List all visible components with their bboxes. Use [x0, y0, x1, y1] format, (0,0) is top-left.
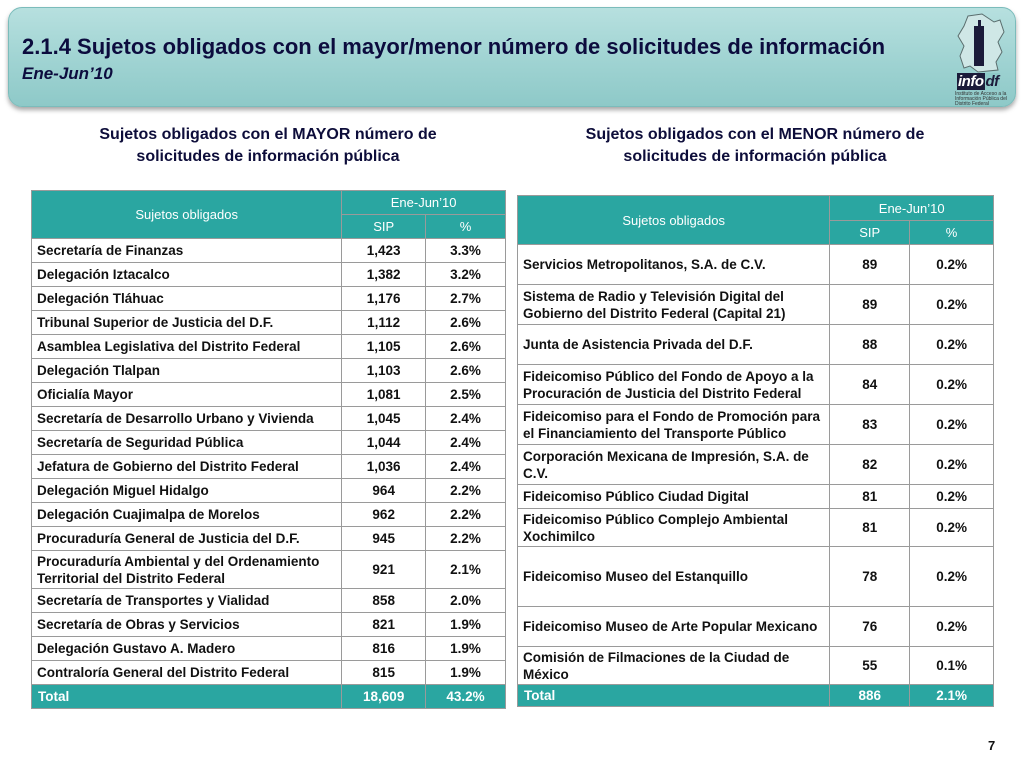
page-subtitle: Ene-Jun’10 — [22, 64, 113, 83]
row-pct-value: 0.2% — [910, 245, 994, 285]
row-pct-value: 0.2% — [910, 547, 994, 607]
table-row — [32, 407, 506, 431]
table-row — [518, 245, 994, 285]
row-sip-value: 81 — [830, 509, 910, 547]
row-sip-value: 1,105 — [342, 335, 426, 359]
total-row — [518, 685, 994, 707]
row-sip-value: 76 — [830, 607, 910, 647]
table-row — [518, 509, 994, 547]
table-row — [518, 485, 994, 509]
row-subject-name: Junta de Asistencia Privada del D.F. — [518, 325, 830, 365]
logo-subtext: Instituto de Acceso a la Información Pública del Distrito Federal — [955, 91, 1007, 107]
total-label: Total — [518, 685, 830, 707]
row-subject-name: Sistema de Radio y Televisión Digital del Gobierno del Distrito Federal (Capital 21) — [518, 285, 830, 325]
row-sip-value: 1,112 — [342, 311, 426, 335]
table-row — [32, 479, 506, 503]
row-subject-name: Oficialía Mayor — [32, 383, 342, 407]
row-subject-name: Fideicomiso para el Fondo de Promoción para el Financiamiento del Transporte Público — [518, 405, 830, 445]
row-pct-value: 0.1% — [910, 647, 994, 685]
table-row — [32, 263, 506, 287]
row-subject-name: Delegación Tláhuac — [32, 287, 342, 311]
row-subject-name: Corporación Mexicana de Impresión, S.A. de C.V. — [518, 445, 830, 485]
row-subject-name: Delegación Iztacalco — [32, 263, 342, 287]
table-row — [32, 503, 506, 527]
row-pct-value: 1.9% — [426, 637, 506, 661]
row-pct-value: 2.2% — [426, 527, 506, 551]
total-sip: 18,609 — [342, 685, 426, 709]
row-pct-value: 0.2% — [910, 485, 994, 509]
row-pct-value: 2.7% — [426, 287, 506, 311]
row-subject-name: Secretaría de Finanzas — [32, 239, 342, 263]
table-row — [32, 335, 506, 359]
row-pct-value: 0.2% — [910, 405, 994, 445]
row-sip-value: 1,103 — [342, 359, 426, 383]
table-row — [32, 589, 506, 613]
total-row — [32, 685, 506, 709]
row-sip-value: 858 — [342, 589, 426, 613]
row-subject-name: Secretaría de Seguridad Pública — [32, 431, 342, 455]
total-sip: 886 — [830, 685, 910, 707]
row-subject-name: Delegación Tlalpan — [32, 359, 342, 383]
row-sip-value: 1,081 — [342, 383, 426, 407]
row-sip-value: 815 — [342, 661, 426, 685]
row-sip-value: 821 — [342, 613, 426, 637]
row-pct-value: 1.9% — [426, 661, 506, 685]
table-row — [32, 661, 506, 685]
row-pct-value: 0.2% — [910, 445, 994, 485]
row-subject-name: Asamblea Legislativa del Distrito Federal — [32, 335, 342, 359]
row-sip-value: 82 — [830, 445, 910, 485]
table-row — [32, 359, 506, 383]
col-header-period: Ene-Jun’10 — [830, 196, 994, 221]
page-number: 7 — [988, 738, 996, 753]
row-subject-name: Fideicomiso Museo de Arte Popular Mexicano — [518, 607, 830, 647]
row-pct-value: 0.2% — [910, 325, 994, 365]
col-header-subject: Sujetos obligados — [32, 191, 342, 239]
row-subject-name: Delegación Miguel Hidalgo — [32, 479, 342, 503]
col-header-subject: Sujetos obligados — [518, 196, 830, 245]
row-pct-value: 2.6% — [426, 359, 506, 383]
row-subject-name: Secretaría de Desarrollo Urbano y Vivienda — [32, 407, 342, 431]
row-sip-value: 78 — [830, 547, 910, 607]
row-subject-name: Procuraduría General de Justicia del D.F. — [32, 527, 342, 551]
right-table-smallest — [517, 195, 994, 707]
table-row — [32, 527, 506, 551]
left-table-heading: Sujetos obligados con el MAYOR número de solicitudes de información pública — [99, 126, 437, 165]
row-subject-name: Jefatura de Gobierno del Distrito Federal — [32, 455, 342, 479]
table-row — [32, 311, 506, 335]
table-row — [518, 547, 994, 607]
row-sip-value: 84 — [830, 365, 910, 405]
table-row — [518, 445, 994, 485]
table-row — [32, 637, 506, 661]
row-subject-name: Contraloría General del Distrito Federal — [32, 661, 342, 685]
total-label: Total — [32, 685, 342, 709]
table-row — [32, 431, 506, 455]
row-pct-value: 2.4% — [426, 431, 506, 455]
col-header-pct: % — [910, 221, 994, 245]
row-subject-name: Procuraduría Ambiental y del Ordenamiento Territorial del Distrito Federal — [32, 551, 342, 589]
row-sip-value: 81 — [830, 485, 910, 509]
row-sip-value: 1,045 — [342, 407, 426, 431]
table-row — [32, 551, 506, 589]
row-pct-value: 0.2% — [910, 509, 994, 547]
row-sip-value: 55 — [830, 647, 910, 685]
row-pct-value: 2.6% — [426, 335, 506, 359]
row-subject-name: Fideicomiso Museo del Estanquillo — [518, 547, 830, 607]
table-row — [518, 405, 994, 445]
table-row — [518, 325, 994, 365]
row-subject-name: Tribunal Superior de Justicia del D.F. — [32, 311, 342, 335]
row-pct-value: 2.1% — [426, 551, 506, 589]
row-pct-value: 0.2% — [910, 365, 994, 405]
col-header-period: Ene-Jun’10 — [342, 191, 506, 215]
table-row — [32, 287, 506, 311]
row-pct-value: 1.9% — [426, 613, 506, 637]
row-subject-name: Secretaría de Obras y Servicios — [32, 613, 342, 637]
row-pct-value: 3.2% — [426, 263, 506, 287]
table-row — [518, 647, 994, 685]
row-subject-name: Servicios Metropolitanos, S.A. de C.V. — [518, 245, 830, 285]
row-sip-value: 1,382 — [342, 263, 426, 287]
total-pct: 2.1% — [910, 685, 994, 707]
row-sip-value: 945 — [342, 527, 426, 551]
row-subject-name: Secretaría de Transportes y Vialidad — [32, 589, 342, 613]
row-subject-name: Fideicomiso Público del Fondo de Apoyo a la Procuración de Justicia del Distrito Federal — [518, 365, 830, 405]
table-row — [32, 383, 506, 407]
row-sip-value: 89 — [830, 285, 910, 325]
row-sip-value: 1,423 — [342, 239, 426, 263]
row-sip-value: 83 — [830, 405, 910, 445]
row-pct-value: 2.6% — [426, 311, 506, 335]
row-pct-value: 0.2% — [910, 607, 994, 647]
row-sip-value: 921 — [342, 551, 426, 589]
row-sip-value: 88 — [830, 325, 910, 365]
row-pct-value: 2.4% — [426, 455, 506, 479]
col-header-pct: % — [426, 215, 506, 239]
row-sip-value: 962 — [342, 503, 426, 527]
row-pct-value: 2.2% — [426, 479, 506, 503]
row-pct-value: 3.3% — [426, 239, 506, 263]
row-pct-value: 2.2% — [426, 503, 506, 527]
col-header-sip: SIP — [342, 215, 426, 239]
logo-wordmark: info df — [958, 73, 999, 90]
row-pct-value: 0.2% — [910, 285, 994, 325]
row-sip-value: 816 — [342, 637, 426, 661]
row-subject-name: Delegación Cuajimalpa de Morelos — [32, 503, 342, 527]
row-sip-value: 1,044 — [342, 431, 426, 455]
row-subject-name: Comisión de Filmaciones de la Ciudad de México — [518, 647, 830, 685]
table-row — [32, 455, 506, 479]
table-row — [518, 607, 994, 647]
table-row — [518, 365, 994, 405]
row-subject-name: Delegación Gustavo A. Madero — [32, 637, 342, 661]
row-sip-value: 1,036 — [342, 455, 426, 479]
page-title: 2.1.4 Sujetos obligados con el mayor/menor número de solicitudes de información — [22, 34, 886, 59]
row-sip-value: 1,176 — [342, 287, 426, 311]
right-table-heading: Sujetos obligados con el MENOR número de solicitudes de información pública — [585, 126, 925, 165]
row-sip-value: 89 — [830, 245, 910, 285]
row-subject-name: Fideicomiso Público Complejo Ambiental Xochimilco — [518, 509, 830, 547]
left-table-largest — [31, 190, 506, 709]
total-pct: 43.2% — [426, 685, 506, 709]
col-header-sip: SIP — [830, 221, 910, 245]
row-sip-value: 964 — [342, 479, 426, 503]
row-subject-name: Fideicomiso Público Ciudad Digital — [518, 485, 830, 509]
table-row — [518, 285, 994, 325]
row-pct-value: 2.0% — [426, 589, 506, 613]
row-pct-value: 2.5% — [426, 383, 506, 407]
table-row — [32, 239, 506, 263]
row-pct-value: 2.4% — [426, 407, 506, 431]
table-row — [32, 613, 506, 637]
